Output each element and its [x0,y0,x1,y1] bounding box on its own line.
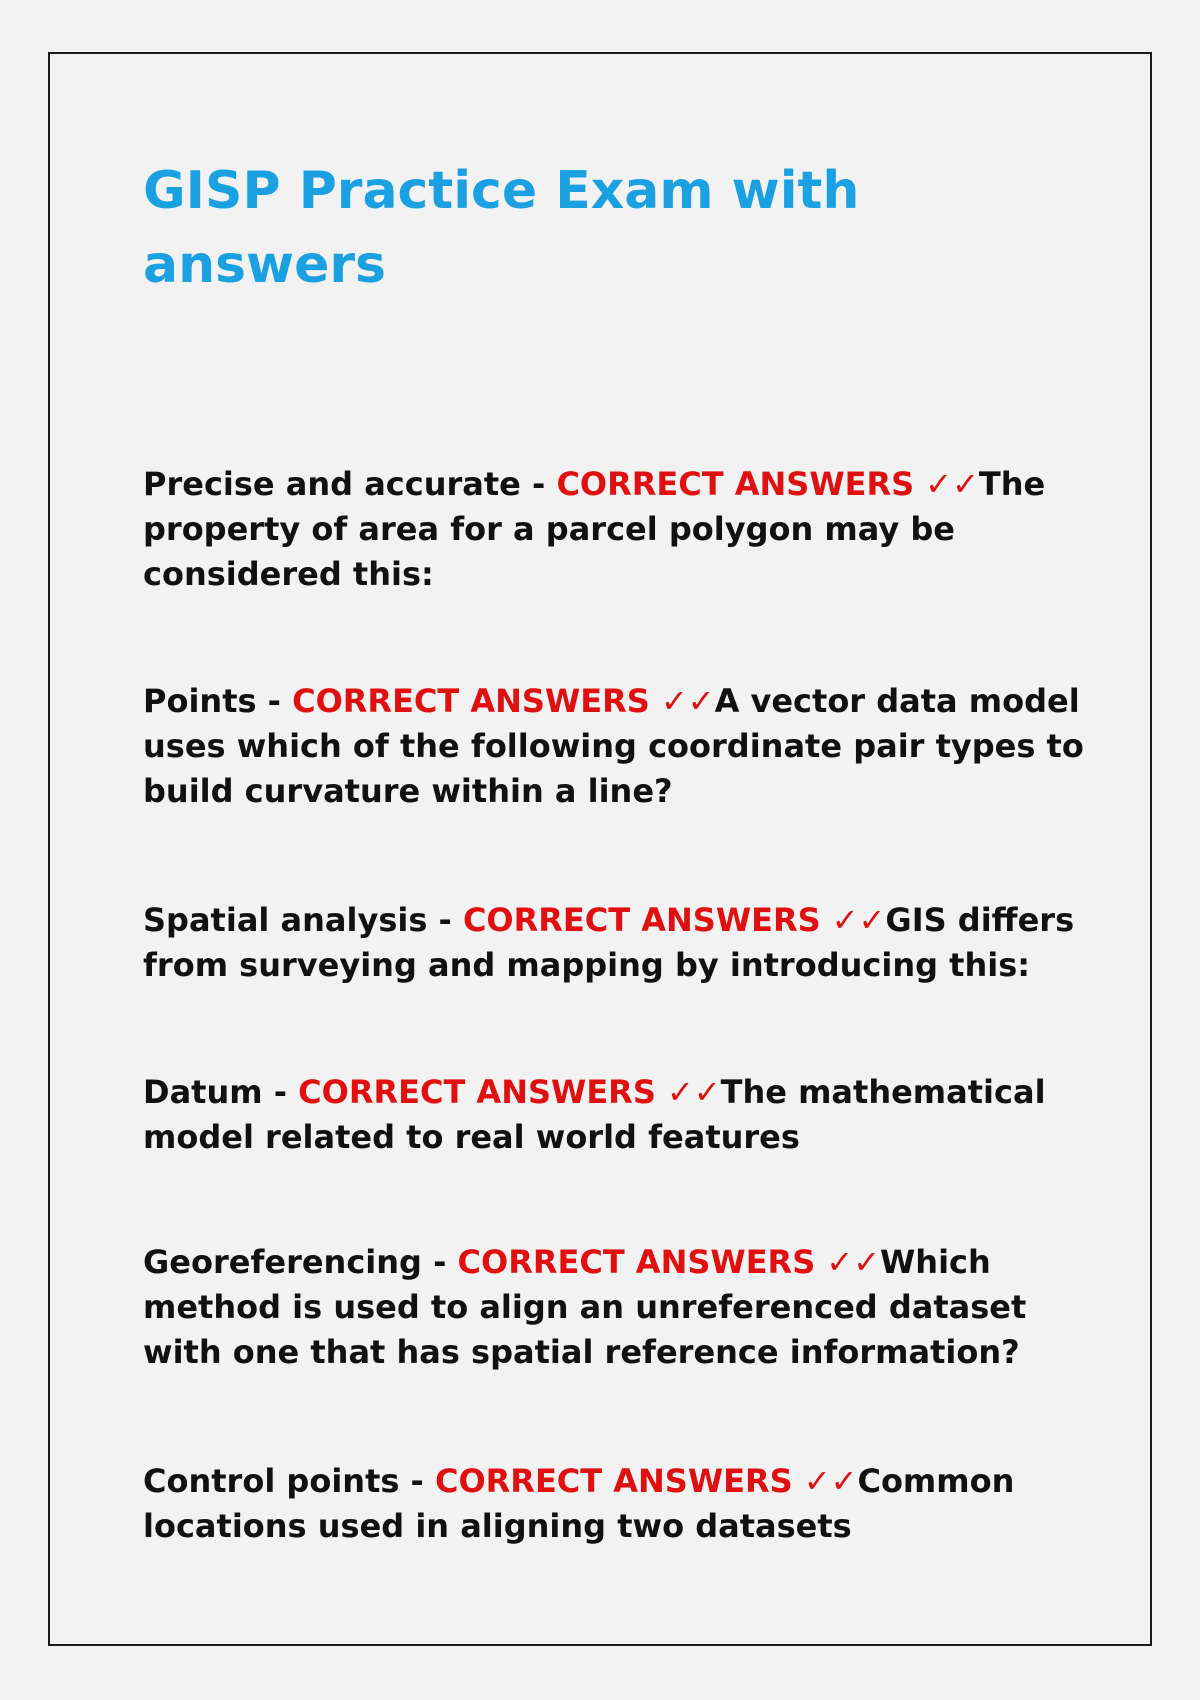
qa-question: GIS differs from surveying and mapping by introducing this: [143,901,1075,984]
qa-separator: - [256,682,293,720]
qa-separator: - [421,1243,458,1281]
qa-separator: - [520,465,557,503]
qa-answer: Georeferencing [143,1243,422,1281]
document-title: GISP Practice Exam with answers [143,161,860,295]
qa-item [143,679,1103,814]
qa-item [143,1070,1103,1160]
qa-separator: - [262,1073,299,1111]
qa-answer: Precise and accurate [143,465,521,503]
qa-answer: Control points [143,1462,400,1500]
qa-item [143,1459,1103,1549]
qa-question: A vector data model uses which of the following coordinate pair types to build curvature within a line? [143,682,1084,810]
qa-question: The property of area for a parcel polygon may be considered this: [143,465,1046,593]
qa-item [143,462,1103,597]
qa-item [143,1240,1103,1375]
correct-answers-marker: CORRECT ANSWERS ✓✓ [434,1462,858,1500]
qa-question: The mathematical model related to real world features [143,1073,1046,1156]
qa-item [143,898,1103,988]
qa-question: Which method is used to align an unreferenced dataset with one that has spatial reference information? [143,1243,1027,1371]
correct-answers-marker: CORRECT ANSWERS ✓✓ [292,682,715,720]
correct-answers-marker: CORRECT ANSWERS ✓✓ [556,465,979,503]
document-page [48,52,1152,1646]
correct-answers-marker: CORRECT ANSWERS ✓✓ [457,1243,880,1281]
qa-question: Common locations used in aligning two datasets [143,1462,1015,1545]
qa-separator: - [399,1462,435,1500]
qa-answer: Datum [143,1073,263,1111]
qa-answer: Points [143,682,257,720]
correct-answers-marker: CORRECT ANSWERS ✓✓ [462,901,886,939]
qa-answer: Spatial analysis [143,901,428,939]
qa-separator: - [427,901,463,939]
correct-answers-marker: CORRECT ANSWERS ✓✓ [298,1073,721,1111]
